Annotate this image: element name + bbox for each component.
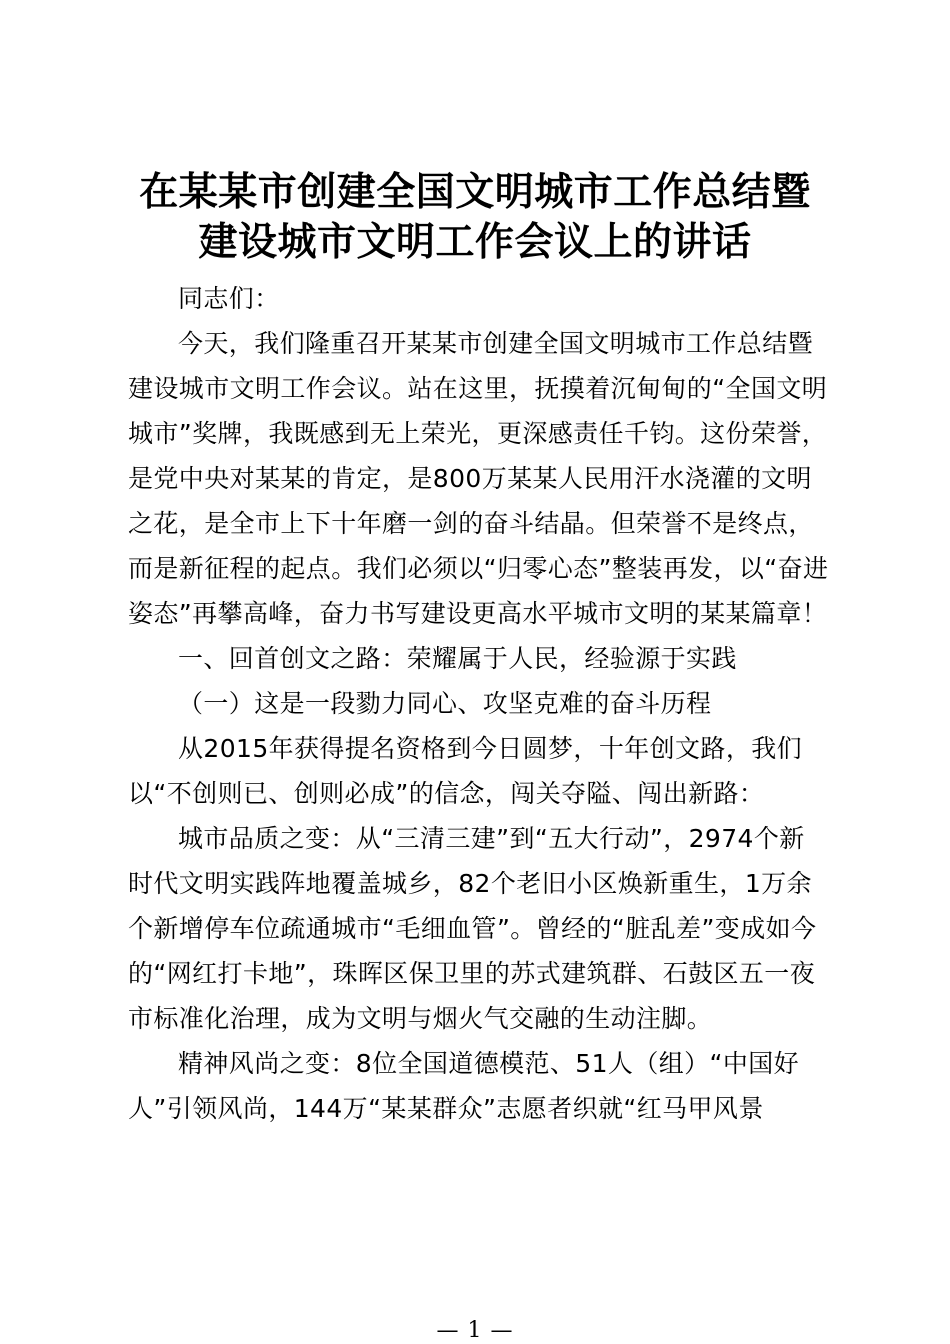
- paragraph-line: 之花，是全市上下十年磨一剑的奋斗结晶。但荣誉不是终点，: [128, 509, 814, 538]
- section-heading: 一、回首创文之路：荣耀属于人民，经验源于实践: [178, 644, 737, 673]
- paragraph-line: 从2015年获得提名资格到今日圆梦，十年创文路，我们: [178, 734, 803, 763]
- paragraph-line: 是党中央对某某的肯定，是800万某某人民用汗水浇灌的文明: [128, 464, 812, 493]
- subsection-heading: （一）这是一段勠力同心、攻坚克难的奋斗历程: [178, 689, 712, 718]
- salutation: 同志们：: [178, 284, 280, 313]
- paragraph-line: 建设城市文明工作会议。站在这里，抚摸着沉甸甸的“全国文明: [128, 374, 828, 403]
- paragraph-line: 时代文明实践阵地覆盖城乡，82个老旧小区焕新重生，1万余: [128, 869, 812, 898]
- page-number: — 1 —: [436, 1318, 514, 1343]
- paragraph-line: 姿态”再攀高峰，奋力书写建设更高水平城市文明的某某篇章！: [128, 599, 828, 628]
- document-title-line-2: 建设城市文明工作会议上的讲话: [198, 220, 752, 265]
- paragraph-line: 城市品质之变：从“三清三建”到“五大行动”，2974个新: [178, 824, 805, 853]
- paragraph-line: 城市”奖牌，我既感到无上荣光，更深感责任千钧。这份荣誉，: [128, 419, 828, 448]
- paragraph-line: 的“网红打卡地”，珠晖区保卫里的苏式建筑群、石鼓区五一夜: [128, 959, 816, 988]
- speech-body: [128, 276, 838, 1131]
- paragraph-line: 以“不创则已、创则必成”的信念，闯关夺隘、闯出新路：: [128, 779, 765, 808]
- paragraph-line: 精神风尚之变：8位全国道德模范、51人（组）“中国好: [178, 1049, 800, 1078]
- paragraph-line: 人”引领风尚，144万“某某群众”志愿者织就“红马甲风景: [128, 1094, 764, 1123]
- document-title-line-1: 在某某市创建全国文明城市工作总结暨: [139, 170, 811, 215]
- paragraph-line: 个新增停车位疏通城市“毛细血管”。曾经的“脏乱差”变成如今: [128, 914, 817, 943]
- paragraph-line: 今天，我们隆重召开某某市创建全国文明城市工作总结暨: [178, 329, 814, 358]
- paragraph-line: 而是新征程的起点。我们必须以“归零心态”整装再发，以“奋进: [128, 554, 829, 583]
- paragraph-line: 市标准化治理，成为文明与烟火气交融的生动注脚。: [128, 1004, 713, 1033]
